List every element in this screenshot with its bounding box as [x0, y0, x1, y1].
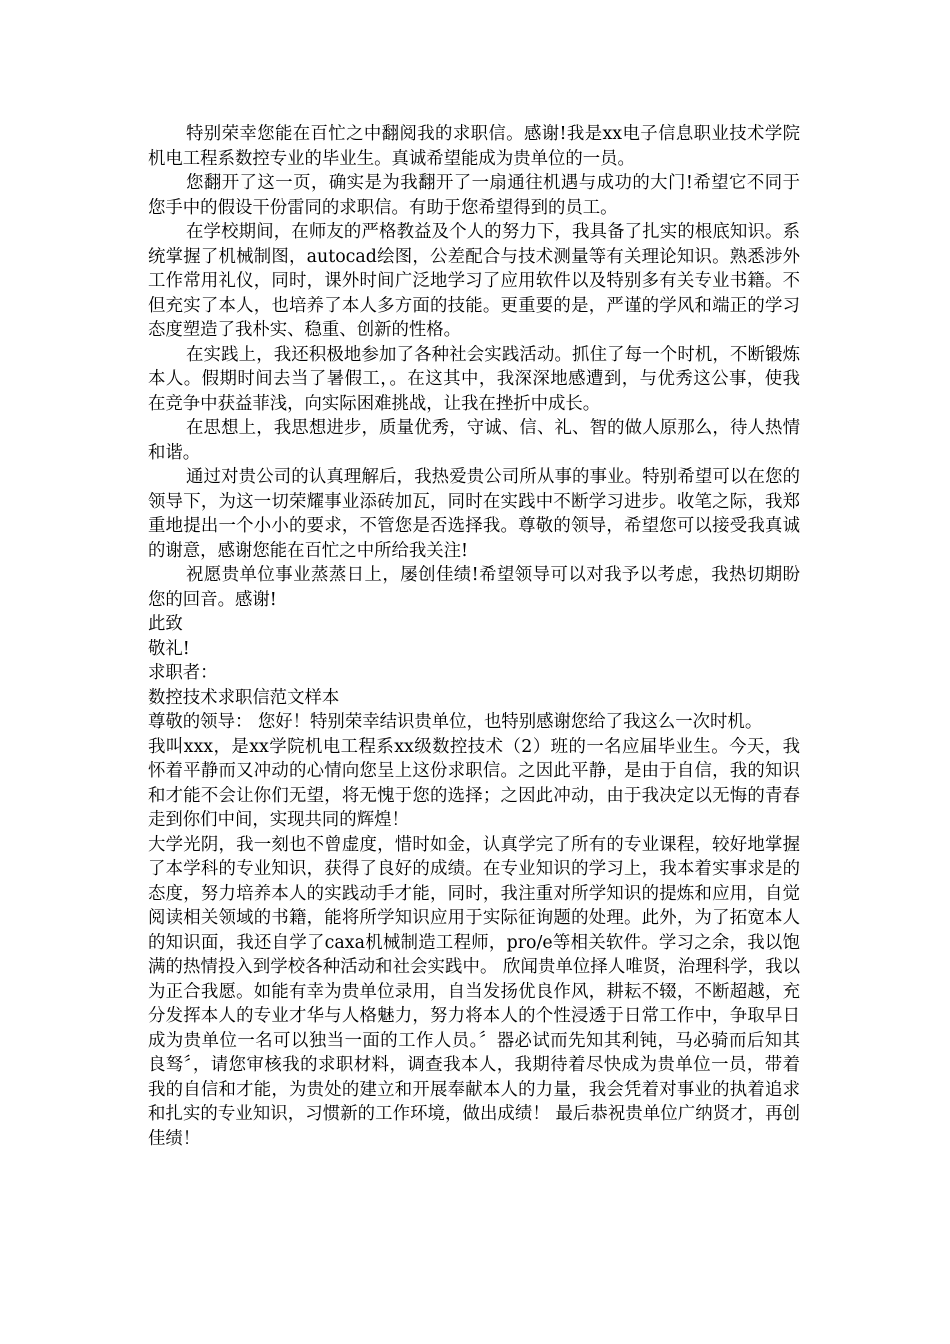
- paragraph-opportunity: 您翻开了这一页，确实是为我翻开了一扇通往机遇与成功的大门!希望它不同于您手中的假设干份雷同的求职信。有助于您希望得到的员工。: [148, 173, 800, 218]
- signature-label: 求职者：: [148, 663, 218, 683]
- paragraph-greeting: 尊敬的领导： 您好！特别荣幸结识贵单位，也特别感谢您给了我这么一次时机。: [148, 712, 763, 732]
- paragraph-practice: 在实践上，我还积极地参加了各种社会实践活动。抓住了每一个时机，不断锻炼本人。假期时间去当了暑假工，。在这其中，我深深地感遭到，与优秀这公事，使我在竞争中获益菲浅，向实际困难挑战，让我在挫折中成长。: [148, 344, 800, 414]
- paragraph-wishes: 祝愿贵单位事业蒸蒸日上，屡创佳绩!希望领导可以对我予以考虑，我热切期盼您的回音。感谢!: [148, 565, 800, 610]
- sample-title: 数控技术求职信范文样本: [148, 687, 340, 708]
- closing-ci-zhi: 此致: [148, 614, 183, 634]
- paragraph-intro: 特别荣幸您能在百忙之中翻阅我的求职信。感谢!我是xx电子信息职业技术学院机电工程系数控专业的毕业生。真诚希望能成为贵单位的一员。: [148, 124, 800, 169]
- paragraph-school: 在学校期间，在师友的严格教益及个人的努力下，我具备了扎实的根底知识。系统掌握了机械制图，autocad绘图，公差配合与技术测量等有关理论知识。熟悉涉外工作常用礼仪，同时，课外时间广泛地学习了应用软件以及特别多有关专业书籍。不但充实了本人，也培养了本人多方面的技能。更重要的是，严谨的学风和端正的学习态度塑造了我朴实、稳重、创新的性格。: [148, 222, 800, 340]
- paragraph-company: 通过对贵公司的认真理解后，我热爱贵公司所从事的事业。特别希望可以在您的领导下，为这一切荣耀事业添砖加瓦，同时在实践中不断学习进步。收笔之际，我郑重地提出一个小小的要求，不管您是否选择我。尊敬的领导，希望您可以接受我真诚的谢意，感谢您能在百忙之中所给我关注!: [148, 467, 800, 561]
- paragraph-self-intro: 我叫xxx，是xx学院机电工程系xx级数控技术（2）班的一名应届毕业生。今天，我怀着平静而又冲动的心情向您呈上这份求职信。之因此平静，是由于自信，我的知识和才能不会让你们无望，将无愧于您的选择；之因此冲动，由于我决定以无悔的青春走到你们中间，实现共同的辉煌！: [148, 736, 800, 830]
- document-body: [148, 122, 800, 1151]
- paragraph-thought: 在思想上，我思想进步，质量优秀，守诚、信、礼、智的做人原那么，待人热情和谐。: [148, 418, 800, 463]
- paragraph-university: 大学光阴，我一刻也不曾虚度，惜时如金，认真学完了所有的专业课程，较好地掌握了本学科的专业知识，获得了良好的成绩。在专业知识的学习上，我本着实事求是的态度，努力培养本人的实践动手才能，同时，我注重对所学知识的提炼和应用，自觉阅读相关领域的书籍，能将所学知识应用于实际征询题的处理。此外，为了拓宽本人的知识面，我还自学了caxa机械制造工程师，pro/e等相关软件。学习之余，我以饱满的热情投入到学校各种活动和社会实践中。 欣闻贵单位择人唯贤，治理科学，我以为正合我愿。如能有幸为贵单位录用，自当发扬优良作风，耕耘不辍，不断超越，充分发挥本人的专业才华与人格魅力，努力将本人的个性浸透于日常工作中，争取早日成为贵单位一名可以独当一面的工作人员。〞器必试而先知其利钝，马必骑而后知其良驽〞，请您审核我的求职材料，调查我本人，我期待着尽快成为贵单位一员，带着我的自信和才能，为贵处的建立和开展奉献本人的力量，我会凭着对事业的执着追求和扎实的专业知识，习惯新的工作环境，做出成绩！ 最后恭祝贵单位广纳贤才，再创佳绩！: [148, 834, 800, 1149]
- closing-jing-li: 敬礼!: [148, 638, 190, 659]
